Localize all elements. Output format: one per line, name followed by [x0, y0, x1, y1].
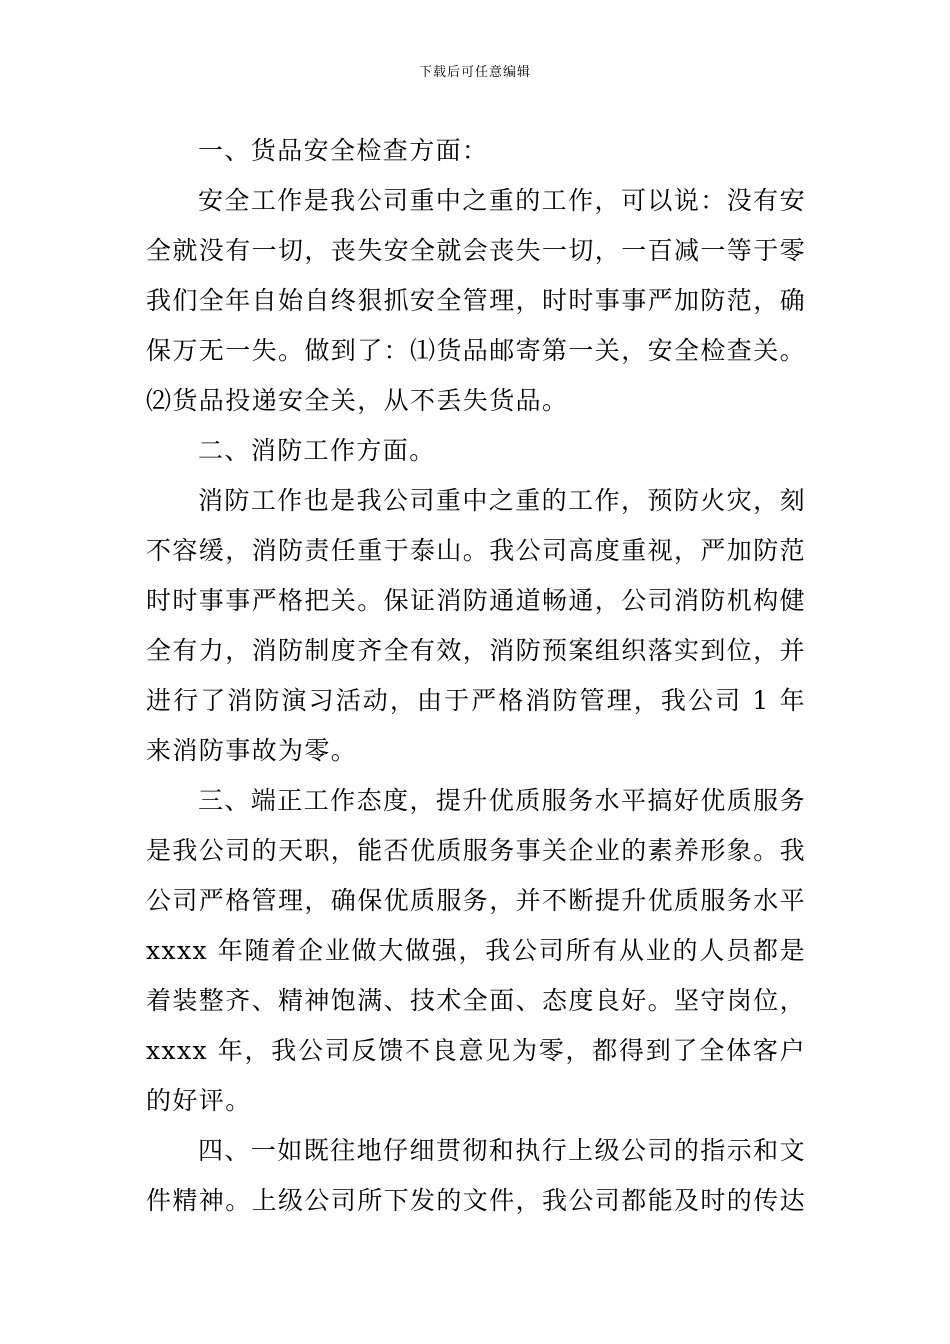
document-body [146, 126, 806, 1226]
section-heading-fire-safety: 二、消防工作方面。 [198, 436, 436, 465]
page-header-note: 下载后可任意编辑 [418, 65, 531, 80]
paragraph-superior-instructions: 四、一如既往地仔细贯彻和执行上级公司的指示和文件精神。上级公司所下发的文件，我公司都能及时的传达 [146, 1136, 807, 1215]
paragraph-safety-work: 安全工作是我公司重中之重的工作，可以说：没有安全就没有一切，丧失安全就会丧失一切，一百减一等于零我们全年自始自终狠抓安全管理，时时事事严加防范，确保万无一失。做到了：⑴货品邮寄第一关，安全检查关。⑵货品投递安全关，从不丢失货品。 [146, 186, 807, 415]
section-heading-goods-safety: 一、货品安全检查方面： [198, 136, 489, 165]
paragraph-service-attitude: 三、端正工作态度，提升优质服务水平搞好优质服务是我公司的天职，能否优质服务事关企业的素养形象。我公司严格管理，确保优质服务，并不断提升优质服务水平 xxxx 年随着企业做大做强，我公司所有从业的人员都是着装整齐、精神饱满、技术全面、态度良好。坚守岗位，xxxx 年，我公司反馈不良意见为零，都得到了全体客户的好评。 [146, 786, 807, 1115]
paragraph-fire-work: 消防工作也是我公司重中之重的工作，预防火灾，刻不容缓，消防责任重于泰山。我公司高度重视，严加防范时时事事严格把关。保证消防通道畅通，公司消防机构健全有力，消防制度齐全有效，消防预案组织落实到位，并进行了消防演习活动，由于严格消防管理，我公司 1 年来消防事故为零。 [146, 486, 807, 765]
